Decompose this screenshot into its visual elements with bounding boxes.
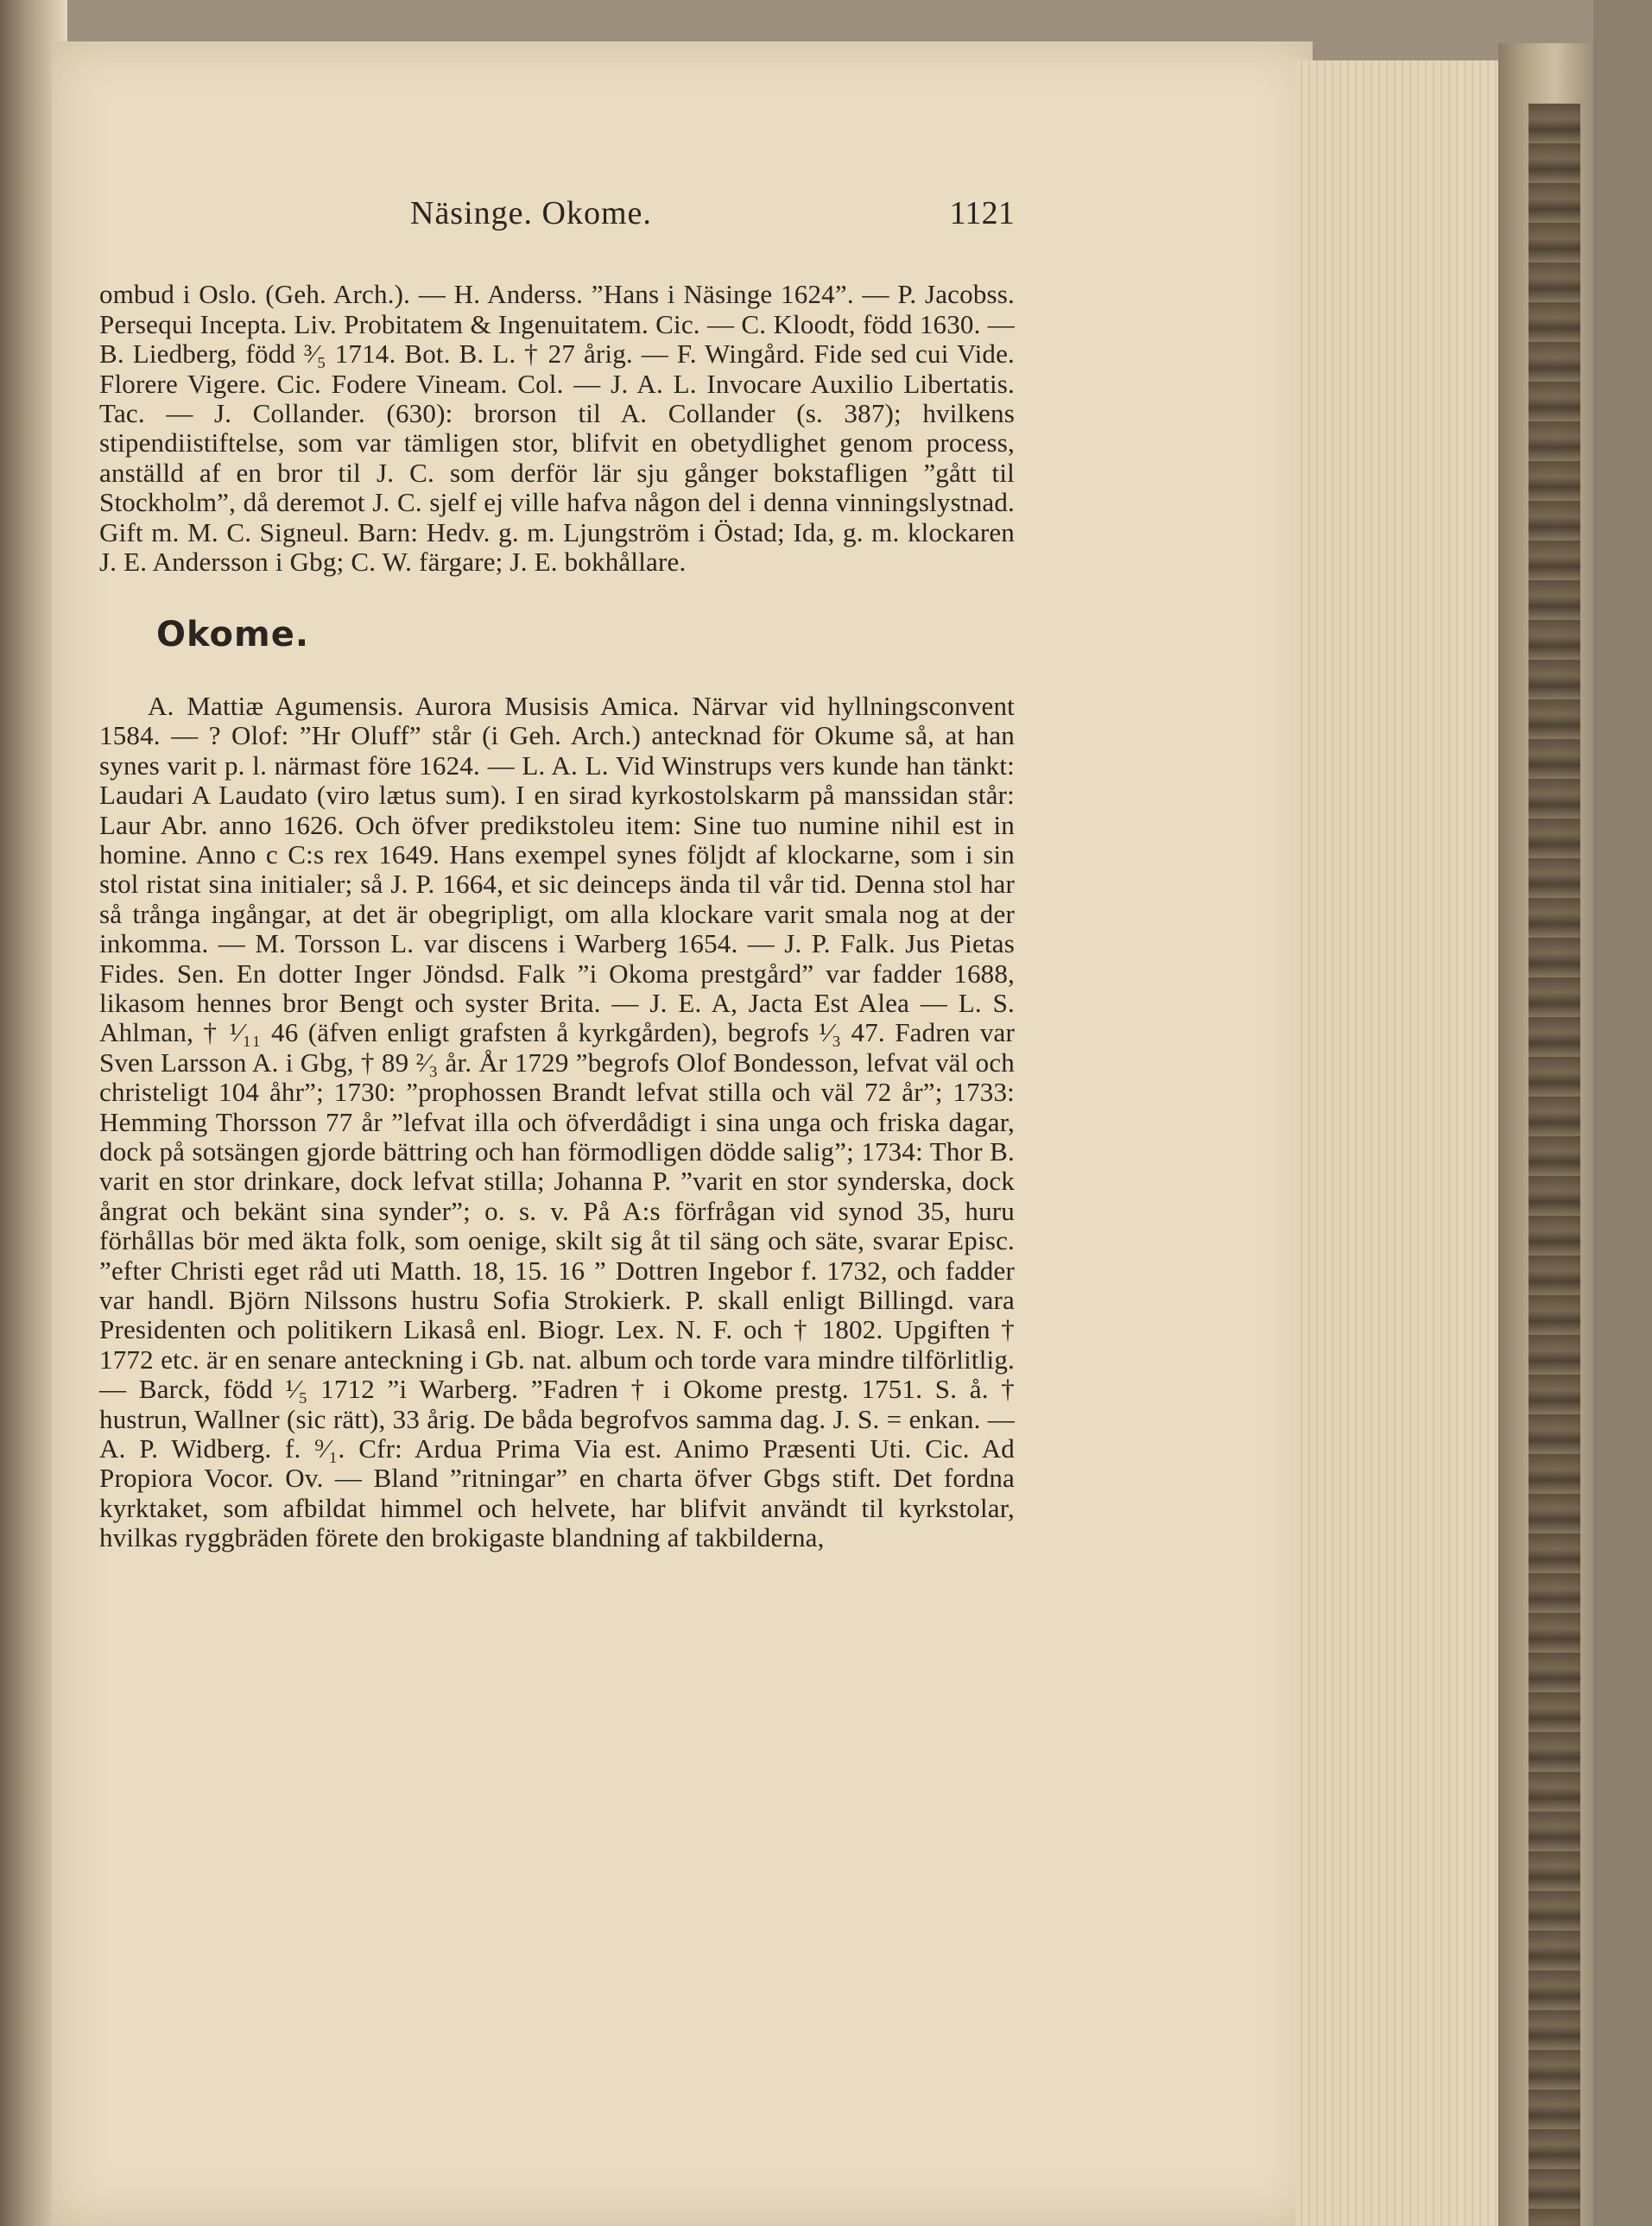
page-text: [99, 195, 1015, 1553]
running-head-title: Näsinge. Okome.: [410, 195, 652, 231]
page-number: 1121: [949, 195, 1015, 231]
scan-background: [1593, 0, 1652, 2226]
paragraph-nasinge-continuation: ombud i Oslo. (Geh. Arch.). — H. Anderss. ”Hans i Näsinge 1624”. — P. Jacobss. Persequi Incepta. Liv. Probitatem & Ingenuitatem. Cic. — C. Kloodt, född 1630. — B. Liedberg, född ³⁄₅ 1714. Bot. B. L. † 27 årig. — F. Wingård. Fide sed cui Vide. Florere Vigere. Cic. Fodere Vineam. Col. — J. A. L. Invocare Auxilio Libertatis. Tac. — J. Collander. (630): brorson til A. Collander (s. 387); hvilkens stipendiistiftelse, som var tämligen stor, blifvit en obetydlighet genom process, anställd af en bror til J. C. som derför lär sju gånger bokstafligen ”gått til Stockholm”, då deremot J. C. sjelf ej ville hafva någon del i denna vinningslystnad. Gift m. M. C. Signeul. Barn: Hedv. g. m. Ljungström i Östad; Ida, g. m. klockaren J. E. Andersson i Gbg; C. W. färgare; J. E. bokhållare.: [99, 279, 1015, 578]
paragraph-okome: A. Mattiæ Agumensis. Aurora Musisis Amica. Närvar vid hyllningsconvent 1584. — ? Olof: ”Hr Oluff” står (i Geh. Arch.) antecknad för Okume så, at han synes varit p. l. närmast före 1624. — L. A. L. Vid Winstrups vers kunde han tänkt: Laudari A Laudato (viro lætus sum). I en sirad kyrkostolskarm på manssidan står: Laur Abr. anno 1626. Och öfver predikstoleu item: Sine tuo numine nihil est in homine. Anno c C:s rex 1649. Hans exempel synes följdt af klockarne, som i sin stol ristat sina initialer; så J. P. 1664, et sic deinceps ända til vår tid. Denna stol har så trånga ingångar, at det är obegripligt, om alla klockare varit smala nog at der inkomma. — M. Torsson L. var discens i Warberg 1654. — J. P. Falk. Jus Pietas Fides. Sen. En dotter Inger Jöndsd. Falk ”i Okoma prestgård” var fadder 1688, likasom hennes bror Bengt och syster Brita. — J. E. A, Jacta Est Alea — L. S. Ahlman, † ¹⁄₁₁ 46 (äfven enligt grafsten å kyrkgården), begrofs ¹⁄₃ 47. Fadren var Sven Larsson A. i Gbg, † 89 ²⁄₃ år. År 1729 ”begrofs Olof Bondesson, lefvat väl och christeligt 104 åhr”; 1730: ”prophossen Brandt lefvat stilla och väl 72 år”; 1733: Hemming Thorsson 77 år ”lefvat illa och öfverdådigt i sina unga och friska dagar, dock på sotsängen gjorde bättring och han förmodligen dödde salig”; 1734: Thor B. varit en stor drinkare, dock lefvat stilla; Johanna P. ”varit en stor synderska, dock ångrat och bekänt sina synder”; o. s. v. På A:s förfrågan vid synod 35, huru förhållas bör med äkta folk, som oenige, skilt sig åt til säng och säte, svarar Episc. ”efter Christi eget råd uti Matth. 18, 15. 16 ” Dottren Ingebor f. 1732, och fadder var handl. Björn Nilssons hustru Sofia Strokierk. P. skall enligt Billingd. vara Presidenten och politikern Likaså enl. Biogr. Lex. N. F. och † 1802. Upgiften † 1772 etc. är en senare anteckning i Gb. nat. album och torde vara mindre tilförlitlig. — Barck, född ¹⁄₅ 1712 ”i Warberg. ”Fadren † i Okome prestg. 1751. S. å. † hustrun, Wallner (sic rätt), 33 årig. De båda begrofvos samma dag. J. S. = enkan. — A. P. Widberg. f. ⁹⁄₁. Cfr: Ardua Prima Via est. Animo Præsenti Uti. Cic. Ad Propiora Vocor. Ov. — Bland ”ritningar” en charta öfver Gbgs stift. Det fordna kyrktaket, som afbildat himmel och helvete, har blifvit användt til kyrkstolar, hvilkas ryggbräden förete den brokigaste blandning af takbilderna,: [99, 690, 1015, 1553]
page-stack-edge: [1295, 60, 1507, 2226]
section-heading-okome: Okome.: [156, 615, 310, 655]
book-spine-binding: [1529, 104, 1580, 2226]
running-head: [99, 195, 1015, 231]
